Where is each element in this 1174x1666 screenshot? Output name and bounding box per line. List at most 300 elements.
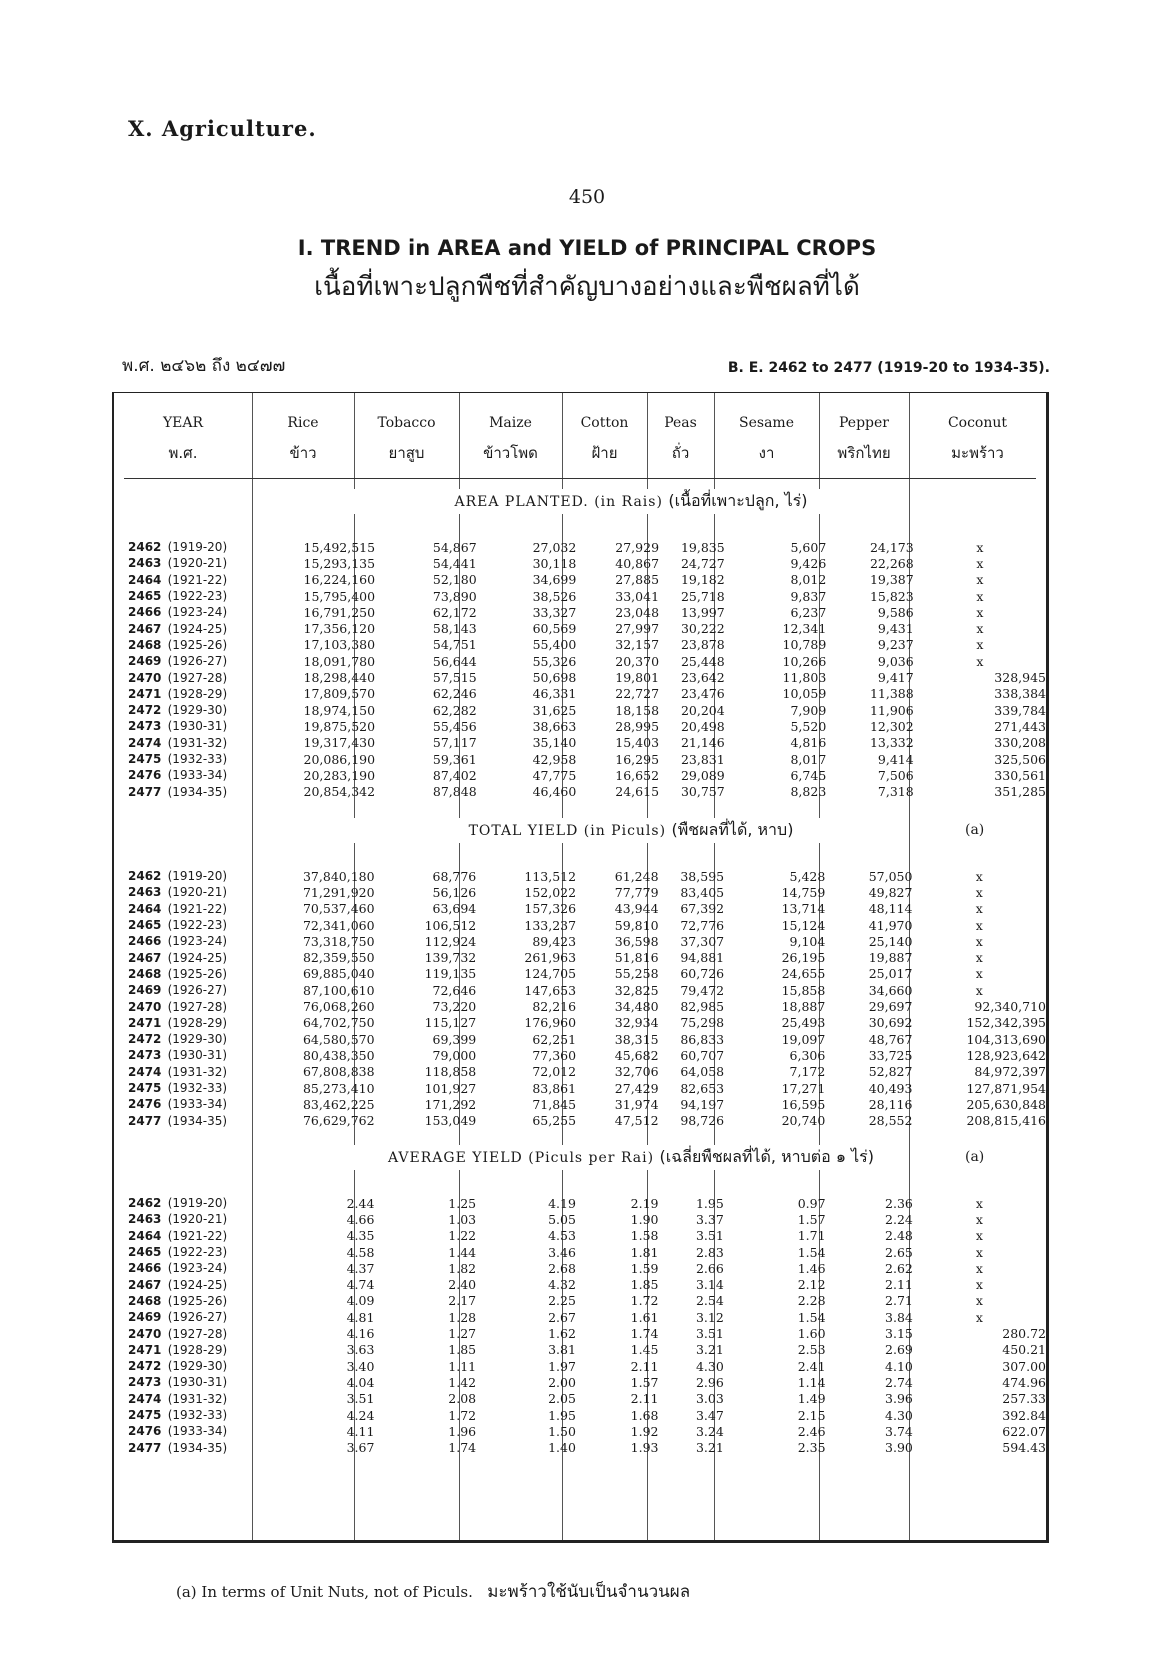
value-cell: 2.05 bbox=[548, 1391, 576, 1407]
value-cell: 2.40 bbox=[448, 1277, 477, 1293]
value-cell: 41,970 bbox=[868, 917, 913, 933]
value-cell: 118,858 bbox=[424, 1064, 477, 1080]
value-cell: 9,431 bbox=[877, 621, 914, 637]
value-cell: 25,448 bbox=[680, 653, 725, 669]
value-cell: 13,997 bbox=[680, 604, 725, 620]
table-row bbox=[114, 868, 1046, 884]
column-header-english: Coconut bbox=[947, 415, 1008, 431]
value-cell: 19,097 bbox=[781, 1031, 826, 1047]
value-cell: 4.16 bbox=[346, 1326, 375, 1342]
year-be-cell: 2475 bbox=[128, 752, 162, 766]
value-cell: 30,118 bbox=[532, 555, 577, 571]
value-cell: 7,506 bbox=[877, 767, 914, 783]
value-cell: 38,315 bbox=[614, 1031, 659, 1047]
year-be-cell: 2473 bbox=[128, 719, 162, 734]
value-cell: 9,417 bbox=[877, 670, 914, 686]
value-cell: 65,255 bbox=[532, 1113, 577, 1129]
table-row bbox=[114, 751, 1046, 767]
value-cell: 72,776 bbox=[680, 917, 725, 933]
year-be-cell: 2477 bbox=[128, 1113, 162, 1128]
column-header bbox=[714, 415, 819, 465]
year-be-cell: 2462 bbox=[128, 869, 162, 884]
year-ad-cell: (1933-34) bbox=[167, 1424, 228, 1439]
section-note: (a) bbox=[959, 1149, 990, 1165]
value-cell: 12,302 bbox=[869, 718, 914, 734]
value-cell: 83,861 bbox=[532, 1080, 577, 1096]
table-row bbox=[114, 1031, 1046, 1047]
year-be-cell: 2463 bbox=[128, 556, 162, 571]
value-cell: 208,815,416 bbox=[966, 1113, 1046, 1129]
value-cell: 16,652 bbox=[615, 767, 660, 783]
table-row bbox=[114, 1293, 1046, 1309]
value-cell: 37,307 bbox=[680, 933, 725, 949]
year-be-cell: 2467 bbox=[128, 1277, 162, 1292]
value-cell: 25,493 bbox=[781, 1015, 826, 1031]
value-cell: 152,342,395 bbox=[966, 1015, 1046, 1031]
value-cell: 622.07 bbox=[1002, 1423, 1046, 1439]
table-row bbox=[114, 1244, 1046, 1260]
value-cell: 205,630,848 bbox=[966, 1096, 1046, 1112]
year-ad-cell: (1921-22) bbox=[167, 572, 228, 587]
value-cell: 18,158 bbox=[615, 702, 660, 718]
value-cell: 2.46 bbox=[797, 1423, 826, 1439]
value-cell: 60,707 bbox=[680, 1047, 725, 1063]
value-cell: 157,326 bbox=[524, 901, 577, 917]
year-ad-cell: (1923-24) bbox=[167, 605, 228, 620]
value-cell: 1.50 bbox=[548, 1423, 576, 1439]
value-cell: 1.57 bbox=[630, 1374, 659, 1390]
column-header-thai: พริกไทย bbox=[837, 444, 891, 462]
value-cell: 6,745 bbox=[790, 767, 827, 783]
value-cell: 3.51 bbox=[695, 1326, 724, 1342]
value-cell: 72,646 bbox=[432, 982, 477, 998]
value-cell: 2.48 bbox=[885, 1228, 913, 1244]
table-row bbox=[114, 718, 1046, 734]
value-cell: 1.72 bbox=[448, 1407, 477, 1423]
year-ad-cell: (1925-26) bbox=[167, 637, 228, 652]
value-cell: 9,426 bbox=[790, 555, 827, 571]
year-ad-cell: (1927-28) bbox=[167, 670, 228, 685]
year-be-cell: 2471 bbox=[128, 686, 162, 701]
year-be-cell: 2464 bbox=[128, 572, 162, 587]
value-cell: 2.19 bbox=[630, 1195, 659, 1211]
column-header-english: Tobacco bbox=[377, 415, 436, 431]
value-cell: 1.74 bbox=[630, 1326, 659, 1342]
value-cell: 1.97 bbox=[548, 1358, 576, 1374]
table-row bbox=[114, 653, 1046, 669]
value-cell: x bbox=[975, 868, 983, 884]
table-row bbox=[114, 783, 1046, 799]
column-header-english: Maize bbox=[489, 415, 532, 431]
value-cell: 98,726 bbox=[680, 1113, 725, 1129]
value-cell: 23,831 bbox=[680, 751, 725, 767]
value-cell: 67,392 bbox=[680, 901, 725, 917]
table-row bbox=[114, 1228, 1046, 1244]
value-cell: 3.15 bbox=[885, 1326, 913, 1342]
section-table bbox=[114, 868, 1046, 1129]
column-header-thai: งา bbox=[758, 444, 775, 462]
value-cell: 76,068,260 bbox=[302, 999, 375, 1015]
value-cell: 28,552 bbox=[868, 1113, 913, 1129]
value-cell: x bbox=[975, 884, 983, 900]
value-cell: 26,195 bbox=[781, 950, 826, 966]
page-number: 450 bbox=[568, 186, 606, 208]
value-cell: 3.51 bbox=[695, 1228, 724, 1244]
value-cell: 1.60 bbox=[797, 1326, 826, 1342]
value-cell: 48,114 bbox=[868, 901, 913, 917]
value-cell: 2.35 bbox=[797, 1440, 826, 1456]
year-ad-cell: (1928-29) bbox=[167, 1015, 228, 1030]
value-cell: 92,340,710 bbox=[974, 999, 1046, 1015]
value-cell: 2.54 bbox=[695, 1293, 724, 1309]
value-cell: 1.72 bbox=[630, 1293, 659, 1309]
year-ad-cell: (1923-24) bbox=[167, 1261, 228, 1276]
value-cell: 70,537,460 bbox=[302, 901, 375, 917]
column-header-thai: พ.ศ. bbox=[168, 444, 198, 462]
value-cell: 27,997 bbox=[615, 621, 660, 637]
value-cell: 37,840,180 bbox=[302, 868, 375, 884]
year-be-cell: 2473 bbox=[128, 1048, 162, 1063]
value-cell: 4.37 bbox=[346, 1260, 375, 1276]
value-cell: 2.11 bbox=[630, 1391, 659, 1407]
year-ad-cell: (1922-23) bbox=[167, 589, 228, 604]
value-cell: 3.84 bbox=[885, 1309, 913, 1325]
table-row bbox=[114, 884, 1046, 900]
value-cell: 1.28 bbox=[448, 1309, 477, 1325]
value-cell: 47,775 bbox=[532, 767, 577, 783]
value-cell: 40,867 bbox=[615, 555, 660, 571]
value-cell: 55,258 bbox=[614, 966, 659, 982]
table-row bbox=[114, 637, 1046, 653]
value-cell: 64,058 bbox=[680, 1064, 725, 1080]
value-cell: 69,885,040 bbox=[302, 966, 375, 982]
value-cell: 8,017 bbox=[790, 751, 827, 767]
year-ad-cell: (1925-26) bbox=[167, 966, 228, 981]
value-cell: 9,237 bbox=[877, 637, 914, 653]
value-cell: 87,848 bbox=[432, 784, 477, 800]
value-cell: 124,705 bbox=[524, 966, 577, 982]
value-cell: 20,204 bbox=[680, 702, 725, 718]
value-cell: 73,220 bbox=[432, 999, 477, 1015]
value-cell: x bbox=[976, 588, 984, 604]
value-cell: 4.19 bbox=[548, 1195, 576, 1211]
value-cell: 38,526 bbox=[532, 588, 577, 604]
column-header-english: Cotton bbox=[580, 415, 629, 431]
value-cell: 34,699 bbox=[532, 572, 577, 588]
year-be-cell: 2465 bbox=[128, 589, 162, 604]
table-row bbox=[114, 1276, 1046, 1292]
value-cell: 2.65 bbox=[885, 1244, 913, 1260]
value-cell: 94,197 bbox=[680, 1096, 725, 1112]
year-ad-cell: (1922-23) bbox=[167, 1245, 228, 1260]
table-row bbox=[114, 982, 1046, 998]
value-cell: 3.21 bbox=[695, 1342, 724, 1358]
value-cell: 55,326 bbox=[532, 653, 577, 669]
value-cell: 1.82 bbox=[448, 1260, 477, 1276]
value-cell: 15,823 bbox=[869, 588, 914, 604]
value-cell: 3.21 bbox=[695, 1440, 724, 1456]
value-cell: 14,759 bbox=[781, 884, 826, 900]
value-cell: 19,835 bbox=[680, 539, 725, 555]
value-cell: 29,697 bbox=[868, 999, 913, 1015]
year-be-cell: 2474 bbox=[128, 1391, 162, 1406]
value-cell: 2.68 bbox=[548, 1260, 576, 1276]
value-cell: 24,727 bbox=[680, 555, 725, 571]
value-cell: 18,887 bbox=[781, 999, 826, 1015]
year-ad-cell: (1930-31) bbox=[167, 719, 228, 734]
year-be-cell: 2475 bbox=[128, 1081, 162, 1095]
value-cell: 106,512 bbox=[424, 917, 477, 933]
value-cell: 5,520 bbox=[790, 718, 827, 734]
value-cell: 17,356,120 bbox=[303, 621, 376, 637]
table-row bbox=[114, 1015, 1046, 1031]
value-cell: 12,341 bbox=[782, 621, 827, 637]
period-english: B. E. 2462 to 2477 (1919-20 to 1934-35). bbox=[727, 360, 1050, 376]
value-cell: 82,653 bbox=[680, 1080, 725, 1096]
value-cell: 139,732 bbox=[424, 950, 477, 966]
value-cell: 59,810 bbox=[614, 917, 659, 933]
section-title-english: TOTAL YIELD (in Piculs) bbox=[468, 823, 672, 839]
value-cell: 2.67 bbox=[548, 1309, 576, 1325]
value-cell: 1.95 bbox=[695, 1195, 724, 1211]
value-cell: 15,492,515 bbox=[303, 539, 376, 555]
section-table bbox=[114, 539, 1046, 800]
value-cell: 2.11 bbox=[885, 1277, 913, 1293]
value-cell: 54,751 bbox=[432, 637, 477, 653]
value-cell: 82,359,550 bbox=[302, 950, 375, 966]
value-cell: 19,887 bbox=[868, 950, 913, 966]
value-cell: 38,663 bbox=[532, 718, 577, 734]
column-header-thai: ข้าวโพด bbox=[483, 444, 538, 462]
table-row bbox=[114, 767, 1046, 783]
value-cell: 4.09 bbox=[346, 1293, 375, 1309]
section-title bbox=[354, 489, 908, 514]
value-cell: 63,694 bbox=[432, 901, 477, 917]
year-ad-cell: (1924-25) bbox=[167, 950, 228, 965]
year-be-cell: 2474 bbox=[128, 735, 162, 750]
value-cell: 31,625 bbox=[532, 702, 577, 718]
value-cell: 1.96 bbox=[448, 1423, 477, 1439]
column-header-english: Sesame bbox=[739, 415, 794, 431]
value-cell: 16,595 bbox=[781, 1096, 826, 1112]
column-header bbox=[819, 415, 909, 465]
value-cell: 19,317,430 bbox=[303, 735, 376, 751]
year-be-cell: 2469 bbox=[128, 654, 162, 669]
value-cell: 20,854,342 bbox=[303, 784, 376, 800]
value-cell: 4.35 bbox=[346, 1228, 375, 1244]
value-cell: 16,224,160 bbox=[303, 572, 376, 588]
footnote bbox=[176, 1578, 690, 1605]
value-cell: 1.68 bbox=[630, 1407, 659, 1423]
value-cell: 32,706 bbox=[614, 1064, 659, 1080]
value-cell: 46,331 bbox=[532, 686, 577, 702]
value-cell: 43,944 bbox=[614, 901, 659, 917]
value-cell: 3.12 bbox=[695, 1309, 724, 1325]
value-cell: 1.62 bbox=[548, 1326, 576, 1342]
value-cell: x bbox=[975, 950, 983, 966]
table-row bbox=[114, 998, 1046, 1014]
value-cell: 24,173 bbox=[869, 539, 914, 555]
value-cell: 450.21 bbox=[1002, 1342, 1046, 1358]
section-title bbox=[354, 818, 908, 843]
value-cell: 1.44 bbox=[448, 1244, 477, 1260]
value-cell: 3.51 bbox=[346, 1391, 375, 1407]
value-cell: 64,702,750 bbox=[302, 1015, 375, 1031]
table-row bbox=[114, 1439, 1046, 1455]
value-cell: 153,049 bbox=[424, 1113, 477, 1129]
value-cell: 55,456 bbox=[432, 718, 477, 734]
year-be-cell: 2467 bbox=[128, 950, 162, 965]
value-cell: x bbox=[976, 539, 984, 555]
column-header-thai: มะพร้าว bbox=[951, 444, 1004, 462]
value-cell: 171,292 bbox=[424, 1096, 477, 1112]
table-row bbox=[114, 735, 1046, 751]
value-cell: 18,091,780 bbox=[303, 653, 376, 669]
table-title-thai: เนื้อที่เพาะปลูกพืชที่สำคัญบางอย่างและพืชผลที่ได้ bbox=[314, 272, 860, 302]
value-cell: 15,293,135 bbox=[303, 555, 376, 571]
value-cell: 2.96 bbox=[695, 1374, 724, 1390]
value-cell: 60,726 bbox=[680, 966, 725, 982]
value-cell: 71,845 bbox=[532, 1096, 577, 1112]
footnote-thai: มะพร้าวใช้นับเป็นจำนวนผล bbox=[487, 1582, 691, 1602]
value-cell: 2.66 bbox=[695, 1260, 724, 1276]
value-cell: 3.40 bbox=[346, 1358, 375, 1374]
value-cell: 80,438,350 bbox=[302, 1047, 375, 1063]
value-cell: 38,595 bbox=[680, 868, 725, 884]
value-cell: 2.69 bbox=[885, 1342, 913, 1358]
value-cell: 325,506 bbox=[994, 751, 1046, 767]
value-cell: 23,878 bbox=[680, 637, 725, 653]
value-cell: x bbox=[976, 572, 984, 588]
value-cell: 3.90 bbox=[885, 1440, 913, 1456]
value-cell: 9,036 bbox=[877, 653, 914, 669]
value-cell: 1.27 bbox=[448, 1326, 477, 1342]
value-cell: 330,561 bbox=[994, 767, 1046, 783]
column-header-thai: ยาสูบ bbox=[388, 444, 425, 462]
value-cell: 115,127 bbox=[424, 1015, 477, 1031]
value-cell: 27,429 bbox=[614, 1080, 659, 1096]
year-ad-cell: (1924-25) bbox=[167, 1277, 228, 1292]
year-ad-cell: (1931-32) bbox=[167, 1391, 228, 1406]
table-row bbox=[114, 572, 1046, 588]
year-be-cell: 2463 bbox=[128, 1212, 162, 1227]
year-ad-cell: (1920-21) bbox=[167, 556, 228, 571]
year-ad-cell: (1921-22) bbox=[167, 1228, 228, 1243]
value-cell: 16,791,250 bbox=[303, 604, 376, 620]
value-cell: 17,809,570 bbox=[303, 686, 376, 702]
year-ad-cell: (1931-32) bbox=[167, 735, 228, 750]
year-be-cell: 2477 bbox=[128, 1440, 162, 1455]
value-cell: 30,757 bbox=[680, 784, 725, 800]
column-header-thai: ข้าว bbox=[289, 444, 317, 462]
value-cell: 3.67 bbox=[346, 1440, 375, 1456]
value-cell: 5,607 bbox=[790, 539, 827, 555]
value-cell: x bbox=[975, 966, 983, 982]
year-be-cell: 2470 bbox=[128, 670, 162, 685]
value-cell: 1.40 bbox=[548, 1440, 576, 1456]
value-cell: 4.32 bbox=[548, 1277, 576, 1293]
value-cell: x bbox=[976, 653, 984, 669]
value-cell: 62,246 bbox=[432, 686, 477, 702]
value-cell: 8,012 bbox=[790, 572, 827, 588]
value-cell: x bbox=[976, 555, 984, 571]
value-cell: 338,384 bbox=[994, 686, 1046, 702]
year-ad-cell: (1930-31) bbox=[167, 1375, 228, 1390]
value-cell: 15,403 bbox=[615, 735, 660, 751]
value-cell: 1.92 bbox=[630, 1423, 659, 1439]
value-cell: 1.22 bbox=[448, 1228, 477, 1244]
footnote-english: (a) In terms of Unit Nuts, not of Piculs. bbox=[176, 1583, 473, 1601]
value-cell: 2.71 bbox=[885, 1293, 913, 1309]
value-cell: 1.61 bbox=[630, 1309, 659, 1325]
year-ad-cell: (1926-27) bbox=[167, 1310, 228, 1325]
value-cell: 339,784 bbox=[994, 702, 1046, 718]
value-cell: 20,283,190 bbox=[303, 767, 376, 783]
year-be-cell: 2472 bbox=[128, 1359, 162, 1374]
value-cell: x bbox=[975, 1260, 983, 1276]
table-row bbox=[114, 949, 1046, 965]
value-cell: 87,402 bbox=[432, 767, 477, 783]
value-cell: 76,629,762 bbox=[302, 1113, 375, 1129]
value-cell: 20,740 bbox=[781, 1113, 826, 1129]
value-cell: 17,271 bbox=[781, 1080, 826, 1096]
year-ad-cell: (1926-27) bbox=[167, 983, 228, 998]
value-cell: 594.43 bbox=[1002, 1440, 1046, 1456]
year-ad-cell: (1927-28) bbox=[167, 1326, 228, 1341]
value-cell: 15,858 bbox=[781, 982, 826, 998]
value-cell: 40,493 bbox=[868, 1080, 913, 1096]
value-cell: 2.12 bbox=[797, 1277, 826, 1293]
value-cell: 20,498 bbox=[680, 718, 725, 734]
value-cell: 3.03 bbox=[695, 1391, 724, 1407]
year-ad-cell: (1930-31) bbox=[167, 1048, 228, 1063]
value-cell: 61,248 bbox=[614, 868, 659, 884]
value-cell: 3.14 bbox=[695, 1277, 724, 1293]
value-cell: 47,512 bbox=[614, 1113, 659, 1129]
year-ad-cell: (1921-22) bbox=[167, 901, 228, 916]
value-cell: x bbox=[975, 1211, 983, 1227]
year-be-cell: 2463 bbox=[128, 885, 162, 900]
column-header-english: Pepper bbox=[839, 415, 889, 431]
value-cell: 16,295 bbox=[615, 751, 660, 767]
year-ad-cell: (1931-32) bbox=[167, 1064, 228, 1079]
value-cell: 330,208 bbox=[994, 735, 1046, 751]
value-cell: 261,963 bbox=[524, 950, 577, 966]
value-cell: 1.42 bbox=[448, 1374, 477, 1390]
value-cell: 72,012 bbox=[532, 1064, 577, 1080]
column-header bbox=[252, 415, 354, 465]
value-cell: 29,089 bbox=[680, 767, 725, 783]
value-cell: 8,823 bbox=[790, 784, 827, 800]
value-cell: 328,945 bbox=[994, 670, 1046, 686]
section-table bbox=[114, 1195, 1046, 1456]
year-be-cell: 2462 bbox=[128, 540, 162, 555]
value-cell: x bbox=[975, 1244, 983, 1260]
value-cell: 73,890 bbox=[432, 588, 477, 604]
year-be-cell: 2477 bbox=[128, 784, 162, 799]
value-cell: 11,803 bbox=[782, 670, 827, 686]
value-cell: x bbox=[976, 621, 984, 637]
value-cell: 6,306 bbox=[789, 1047, 826, 1063]
year-ad-cell: (1920-21) bbox=[167, 1212, 228, 1227]
value-cell: 4.04 bbox=[346, 1374, 375, 1390]
value-cell: 86,833 bbox=[680, 1031, 725, 1047]
value-cell: 2.17 bbox=[448, 1293, 477, 1309]
value-cell: 33,327 bbox=[532, 604, 577, 620]
value-cell: 23,642 bbox=[680, 670, 725, 686]
value-cell: 19,387 bbox=[869, 572, 914, 588]
year-be-cell: 2468 bbox=[128, 1293, 162, 1308]
